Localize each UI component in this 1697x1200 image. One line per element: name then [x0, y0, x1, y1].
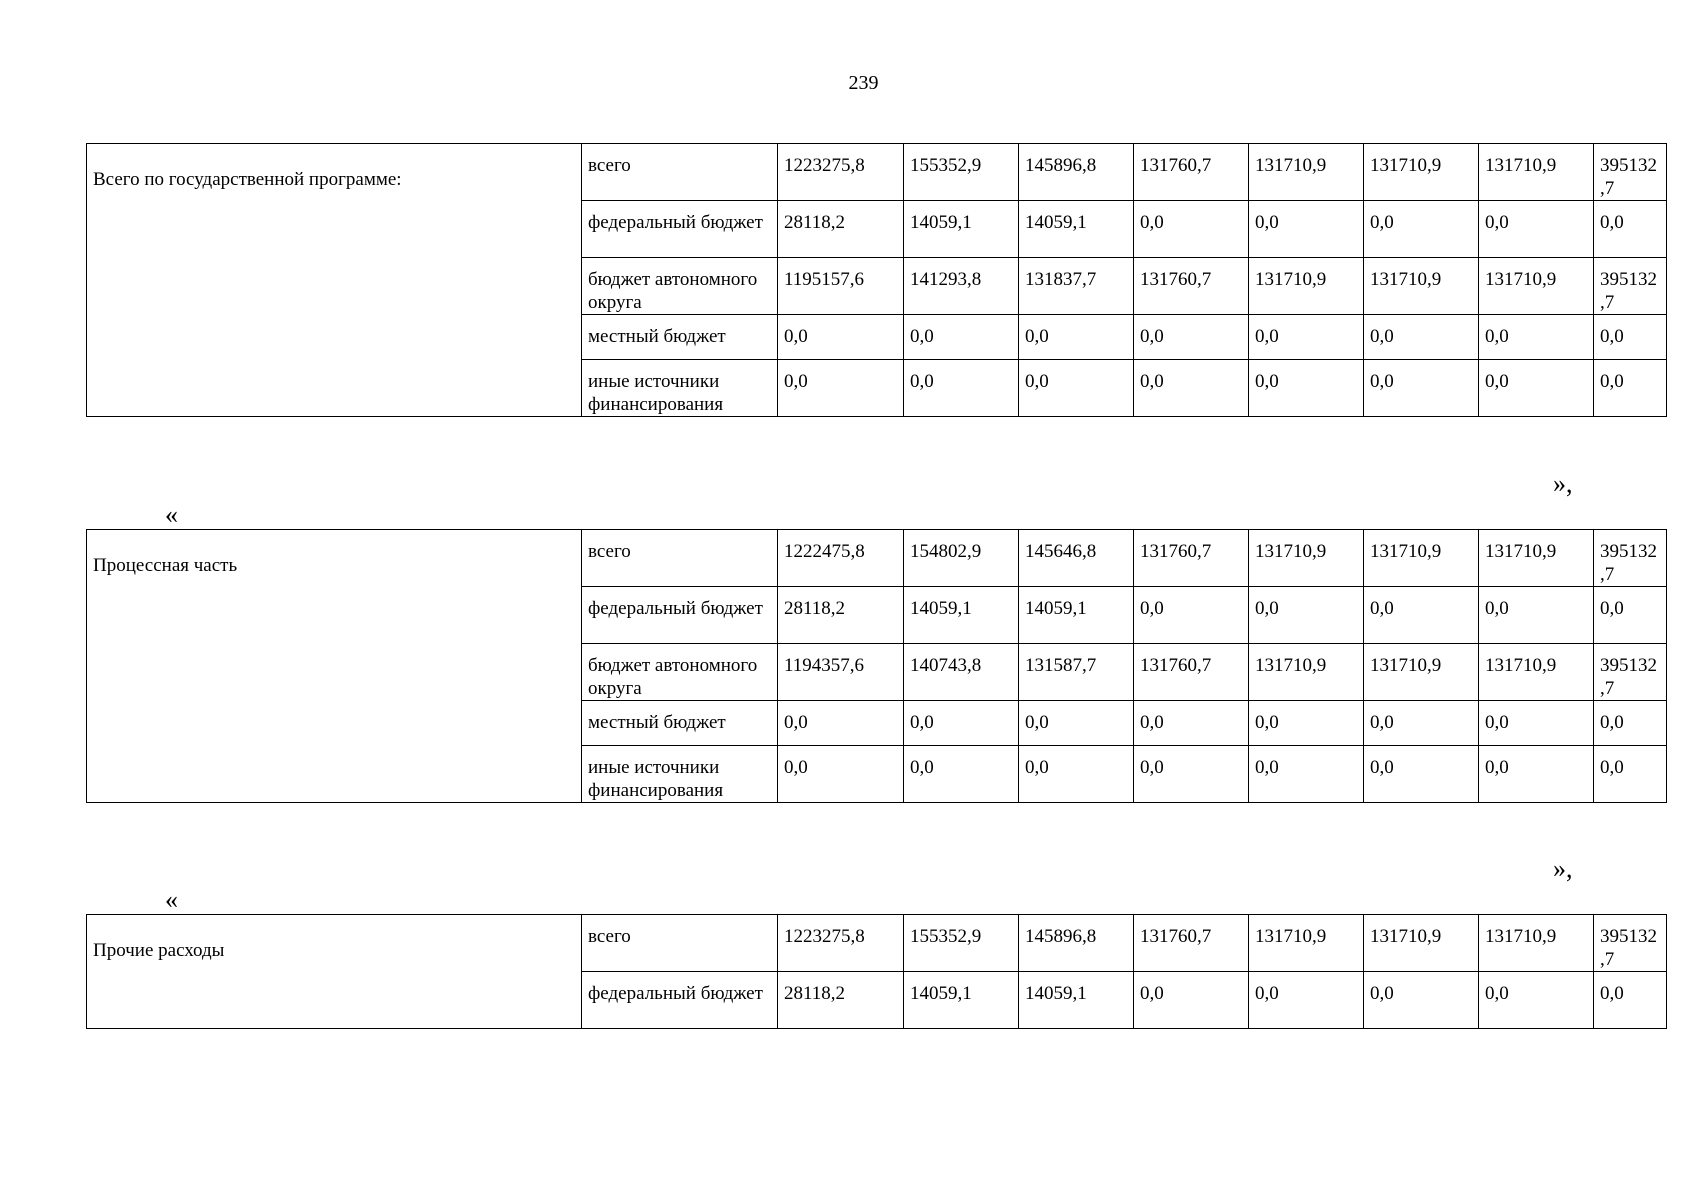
- value-cell: 0,0: [1019, 746, 1134, 803]
- value-cell: 131710,9: [1364, 644, 1479, 701]
- table-row: [87, 530, 1667, 587]
- value-cell: 131710,9: [1249, 144, 1364, 201]
- financing-table-other-expenses: [86, 914, 1667, 1029]
- value-cell: 0,0: [1019, 701, 1134, 746]
- value-cell: 14059,1: [1019, 201, 1134, 258]
- value-cell: 14059,1: [904, 972, 1019, 1029]
- table-row: [87, 144, 1667, 201]
- value-cell: 145646,8: [1019, 530, 1134, 587]
- value-cell: 131710,9: [1249, 644, 1364, 701]
- value-cell: 0,0: [778, 360, 904, 417]
- value-cell: 131710,9: [1249, 530, 1364, 587]
- value-cell: 0,0: [1249, 701, 1364, 746]
- value-cell: 0,0: [904, 746, 1019, 803]
- value-cell: 0,0: [1479, 201, 1594, 258]
- value-cell: 131710,9: [1364, 258, 1479, 315]
- value-cell: 0,0: [778, 746, 904, 803]
- value-cell: 131710,9: [1249, 258, 1364, 315]
- value-cell: 28118,2: [778, 972, 904, 1029]
- value-cell: 155352,9: [904, 144, 1019, 201]
- value-cell: 0,0: [1134, 701, 1249, 746]
- value-cell: 131710,9: [1479, 144, 1594, 201]
- value-cell: 0,0: [1479, 360, 1594, 417]
- row-group-label: Процессная часть: [87, 530, 582, 803]
- funding-source-cell: иные источники финансирования: [582, 360, 778, 417]
- value-cell: 131710,9: [1479, 530, 1594, 587]
- value-cell: 131587,7: [1019, 644, 1134, 701]
- value-cell: 0,0: [1134, 972, 1249, 1029]
- value-cell: 131710,9: [1479, 644, 1594, 701]
- funding-source-cell: всего: [582, 530, 778, 587]
- value-cell: 0,0: [1249, 972, 1364, 1029]
- value-cell: 131710,9: [1364, 530, 1479, 587]
- value-cell: 0,0: [778, 701, 904, 746]
- value-cell: 395132,7: [1594, 644, 1667, 701]
- value-cell: 0,0: [904, 701, 1019, 746]
- value-cell: 131760,7: [1134, 258, 1249, 315]
- funding-source-cell: бюджет автономного округа: [582, 258, 778, 315]
- value-cell: 0,0: [1479, 746, 1594, 803]
- value-cell: 0,0: [1364, 701, 1479, 746]
- value-cell: 0,0: [1594, 360, 1667, 417]
- value-cell: 131710,9: [1249, 915, 1364, 972]
- value-cell: 0,0: [1594, 201, 1667, 258]
- value-cell: 145896,8: [1019, 915, 1134, 972]
- value-cell: 1223275,8: [778, 915, 904, 972]
- value-cell: 0,0: [1364, 746, 1479, 803]
- value-cell: 1195157,6: [778, 258, 904, 315]
- value-cell: 131710,9: [1479, 915, 1594, 972]
- funding-source-cell: федеральный бюджет: [582, 972, 778, 1029]
- value-cell: 131760,7: [1134, 530, 1249, 587]
- value-cell: 14059,1: [1019, 972, 1134, 1029]
- value-cell: 395132,7: [1594, 144, 1667, 201]
- row-group-label: Прочие расходы: [87, 915, 582, 1029]
- financing-table-program-total: [86, 143, 1667, 417]
- value-cell: 1194357,6: [778, 644, 904, 701]
- value-cell: 0,0: [1364, 315, 1479, 360]
- value-cell: 0,0: [1249, 360, 1364, 417]
- value-cell: 0,0: [1364, 587, 1479, 644]
- funding-source-cell: местный бюджет: [582, 315, 778, 360]
- value-cell: 140743,8: [904, 644, 1019, 701]
- value-cell: 14059,1: [904, 587, 1019, 644]
- value-cell: 0,0: [1594, 315, 1667, 360]
- opening-quote: «: [165, 885, 178, 914]
- value-cell: 395132,7: [1594, 530, 1667, 587]
- value-cell: 1223275,8: [778, 144, 904, 201]
- value-cell: 395132,7: [1594, 258, 1667, 315]
- value-cell: 0,0: [1134, 360, 1249, 417]
- value-cell: 0,0: [1249, 201, 1364, 258]
- page-number: 239: [848, 72, 879, 94]
- value-cell: 0,0: [904, 315, 1019, 360]
- value-cell: 0,0: [1364, 972, 1479, 1029]
- value-cell: 395132,7: [1594, 915, 1667, 972]
- value-cell: 131760,7: [1134, 144, 1249, 201]
- closing-quote: »,: [1553, 854, 1573, 883]
- value-cell: 0,0: [1134, 587, 1249, 644]
- value-cell: 131760,7: [1134, 644, 1249, 701]
- row-group-label: Всего по государственной программе:: [87, 144, 582, 417]
- funding-source-cell: федеральный бюджет: [582, 201, 778, 258]
- value-cell: 0,0: [1479, 315, 1594, 360]
- value-cell: 131710,9: [1364, 144, 1479, 201]
- value-cell: 28118,2: [778, 201, 904, 258]
- value-cell: 0,0: [1134, 746, 1249, 803]
- funding-source-cell: местный бюджет: [582, 701, 778, 746]
- opening-quote: «: [165, 500, 178, 529]
- value-cell: 0,0: [1019, 360, 1134, 417]
- funding-source-cell: федеральный бюджет: [582, 587, 778, 644]
- value-cell: 14059,1: [1019, 587, 1134, 644]
- value-cell: 0,0: [1019, 315, 1134, 360]
- funding-source-cell: всего: [582, 144, 778, 201]
- value-cell: 0,0: [1249, 746, 1364, 803]
- value-cell: 0,0: [1134, 315, 1249, 360]
- value-cell: 145896,8: [1019, 144, 1134, 201]
- value-cell: 0,0: [1364, 360, 1479, 417]
- value-cell: 28118,2: [778, 587, 904, 644]
- funding-source-cell: всего: [582, 915, 778, 972]
- value-cell: 141293,8: [904, 258, 1019, 315]
- value-cell: 131710,9: [1364, 915, 1479, 972]
- closing-quote: »,: [1553, 469, 1573, 498]
- funding-source-cell: бюджет автономного округа: [582, 644, 778, 701]
- funding-source-cell: иные источники финансирования: [582, 746, 778, 803]
- value-cell: 0,0: [778, 315, 904, 360]
- value-cell: 0,0: [1479, 701, 1594, 746]
- value-cell: 155352,9: [904, 915, 1019, 972]
- value-cell: 0,0: [1364, 201, 1479, 258]
- value-cell: 0,0: [1594, 701, 1667, 746]
- value-cell: 0,0: [1594, 972, 1667, 1029]
- table-row: [87, 915, 1667, 972]
- financing-table-process-part: [86, 529, 1667, 803]
- value-cell: 0,0: [1594, 746, 1667, 803]
- value-cell: 131837,7: [1019, 258, 1134, 315]
- value-cell: 131760,7: [1134, 915, 1249, 972]
- value-cell: 0,0: [1479, 972, 1594, 1029]
- value-cell: 1222475,8: [778, 530, 904, 587]
- value-cell: 154802,9: [904, 530, 1019, 587]
- value-cell: 131710,9: [1479, 258, 1594, 315]
- value-cell: 0,0: [1479, 587, 1594, 644]
- value-cell: 14059,1: [904, 201, 1019, 258]
- value-cell: 0,0: [1134, 201, 1249, 258]
- value-cell: 0,0: [1594, 587, 1667, 644]
- value-cell: 0,0: [1249, 587, 1364, 644]
- value-cell: 0,0: [904, 360, 1019, 417]
- value-cell: 0,0: [1249, 315, 1364, 360]
